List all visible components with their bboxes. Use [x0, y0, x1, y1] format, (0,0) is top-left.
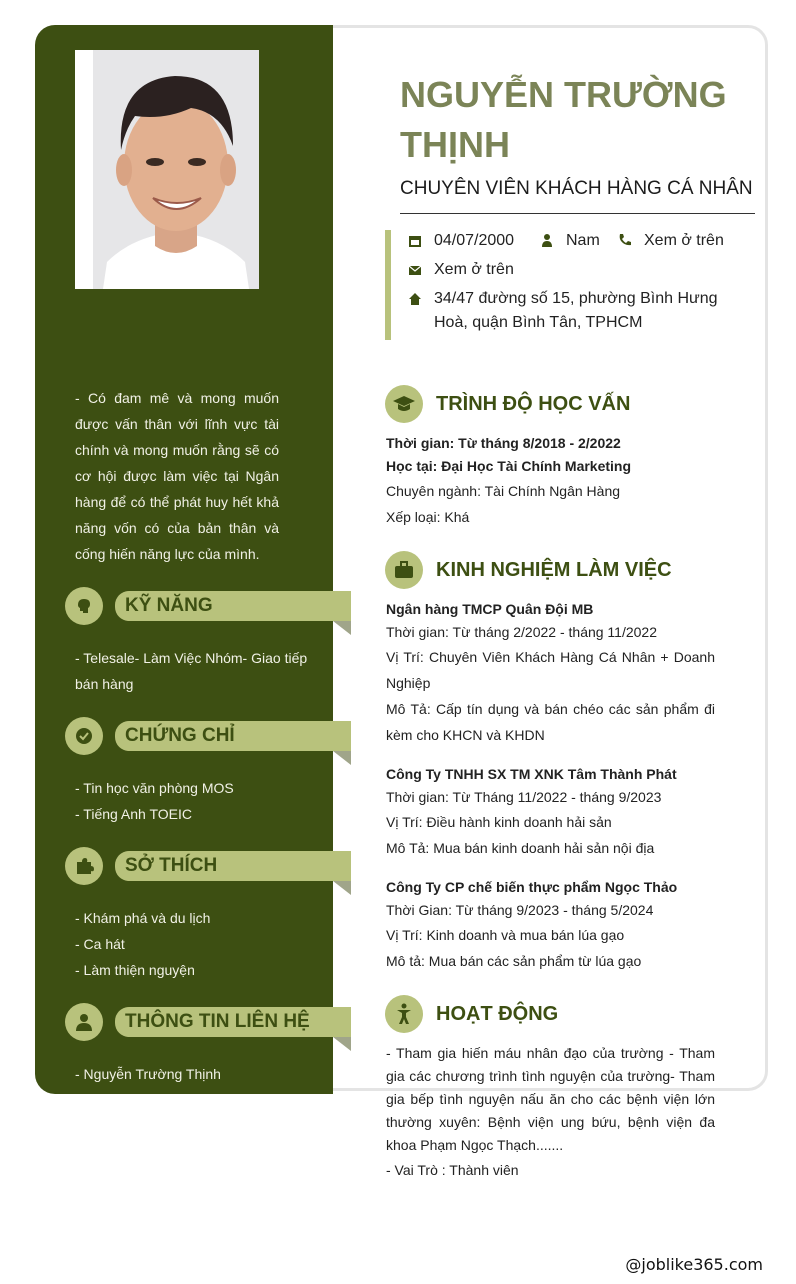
contact-title: THÔNG TIN LIÊN HỆ [115, 1007, 351, 1037]
email-icon [408, 263, 422, 277]
info-accent-bar [385, 230, 391, 340]
hobbies-list [75, 905, 315, 983]
phone-icon [618, 233, 632, 247]
list-item: - Tiếng Anh TOEIC [75, 806, 192, 822]
skills-fold [333, 621, 351, 635]
dob-value: 04/07/2000 [434, 232, 515, 249]
calendar-icon [408, 234, 422, 248]
activities-block [386, 1042, 715, 1183]
job-time: Thời Gian: Từ tháng 9/2023 - tháng 5/2024 [386, 902, 654, 918]
list-item: - Telesale- Làm Việc Nhóm- Giao tiếp bán hàng [75, 650, 308, 692]
education-major: Chuyên ngành: Tài Chính Ngân Hàng [386, 483, 621, 499]
list-item: - Nguyễn Trường Thịnh [75, 1066, 221, 1082]
experience-title: KINH NGHIỆM LÀM VIỆC [436, 559, 672, 581]
portrait-image [93, 50, 259, 289]
person-icon [540, 233, 554, 247]
education-school: Học tại: Đại Học Tài Chính Marketing [386, 458, 632, 474]
brain-icon [65, 587, 103, 625]
user-icon [65, 1003, 103, 1041]
job-time: Thời gian: Từ Tháng 11/2022 - tháng 9/2023 [386, 789, 662, 805]
job-company: Công Ty TNHH SX TM XNK Tâm Thành Phát [386, 766, 677, 782]
contact-fold [333, 1037, 351, 1051]
job-company: Ngân hàng TMCP Quân Đội MB [386, 601, 594, 617]
job-desc: Mô Tả: Cấp tín dụng và bán chéo các sản phẩm đi kèm cho KHCN và KHDN [386, 701, 715, 743]
education-time: Thời gian: Từ tháng 8/2018 - 2/2022 [386, 435, 621, 451]
graduation-cap-icon [385, 385, 423, 423]
job-company: Công Ty CP chế biến thực phẩm Ngọc Thảo [386, 879, 678, 895]
job-block [386, 876, 715, 974]
activities-title: HOẠT ĐỘNG [436, 1003, 559, 1025]
briefcase-icon [385, 551, 423, 589]
footer-watermark: @joblike365.com [625, 1255, 763, 1274]
skills-title: KỸ NĂNG [115, 591, 351, 621]
certificates-fold [333, 751, 351, 765]
job-position: Vị Trí: Chuyên Viên Khách Hàng Cá Nhân + Doanh Nghiệp [386, 649, 715, 691]
contact-list [75, 1061, 315, 1087]
job-desc: Mô tả: Mua bán các sản phẩm từ lúa gạo [386, 953, 642, 969]
profile-photo [75, 50, 259, 289]
education-rank: Xếp loại: Khá [386, 509, 470, 525]
job-position: Vị Trí: Điều hành kinh doanh hải sản [386, 814, 612, 830]
job-time: Thời gian: Từ tháng 2/2022 - tháng 11/2022 [386, 624, 658, 640]
job-title: CHUYÊN VIÊN KHÁCH HÀNG CÁ NHÂN [400, 178, 753, 199]
job-block [386, 598, 715, 748]
job-block [386, 763, 715, 861]
skills-list [75, 645, 315, 697]
education-block [386, 432, 715, 530]
list-item: - Ca hát [75, 936, 125, 952]
activity-person-icon [385, 995, 423, 1033]
candidate-name: NGUYỄN TRƯỜNG THỊNH [400, 74, 727, 165]
address-value: 34/47 đường số 15, phường Bình Hưng Hoà, quận Bình Tân, TPHCM [434, 290, 718, 331]
list-item: - Làm thiện nguyện [75, 962, 195, 978]
list-item: - Tin học văn phòng MOS [75, 780, 234, 796]
job-position: Vị Trí: Kinh doanh và mua bán lúa gạo [386, 927, 625, 943]
hobbies-fold [333, 881, 351, 895]
phone-value: Xem ở trên [644, 232, 724, 249]
certificate-icon [65, 717, 103, 755]
puzzle-icon [65, 847, 103, 885]
header-divider [400, 213, 755, 214]
certificates-title: CHỨNG CHỈ [115, 721, 351, 751]
activities-desc: - Tham gia hiến máu nhân đạo của trường - Tham gia các chương trình tình nguyện của trường- Tham gia bếp tình nguyện nấu ăn cho các bệnh viện lớn thường xuyên: Bệnh viện ung bứu, bệnh viện đa khoa Phạm Ngọc Thạch....... [386, 1045, 715, 1153]
activities-role: - Vai Trò : Thành viên [386, 1162, 519, 1178]
education-title: TRÌNH ĐỘ HỌC VẤN [436, 393, 631, 415]
job-desc: Mô Tả: Mua bán kinh doanh hải sản nội địa [386, 840, 655, 856]
certificates-list [75, 775, 315, 827]
email-value: Xem ở trên [434, 261, 514, 278]
gender-value: Nam [566, 232, 600, 249]
hobbies-title: SỞ THÍCH [115, 851, 351, 881]
home-icon [408, 292, 422, 306]
about-text: - Có đam mê và mong muốn được vấn thân với lĩnh vực tài chính và mong muốn rằng sẽ có cơ hội được làm việc tại Ngân hàng để có thể phát huy hết khả năng vốn có của bản thân và cống hiến năng lực của mình. [75, 390, 279, 562]
list-item: - Khám phá và du lịch [75, 910, 211, 926]
